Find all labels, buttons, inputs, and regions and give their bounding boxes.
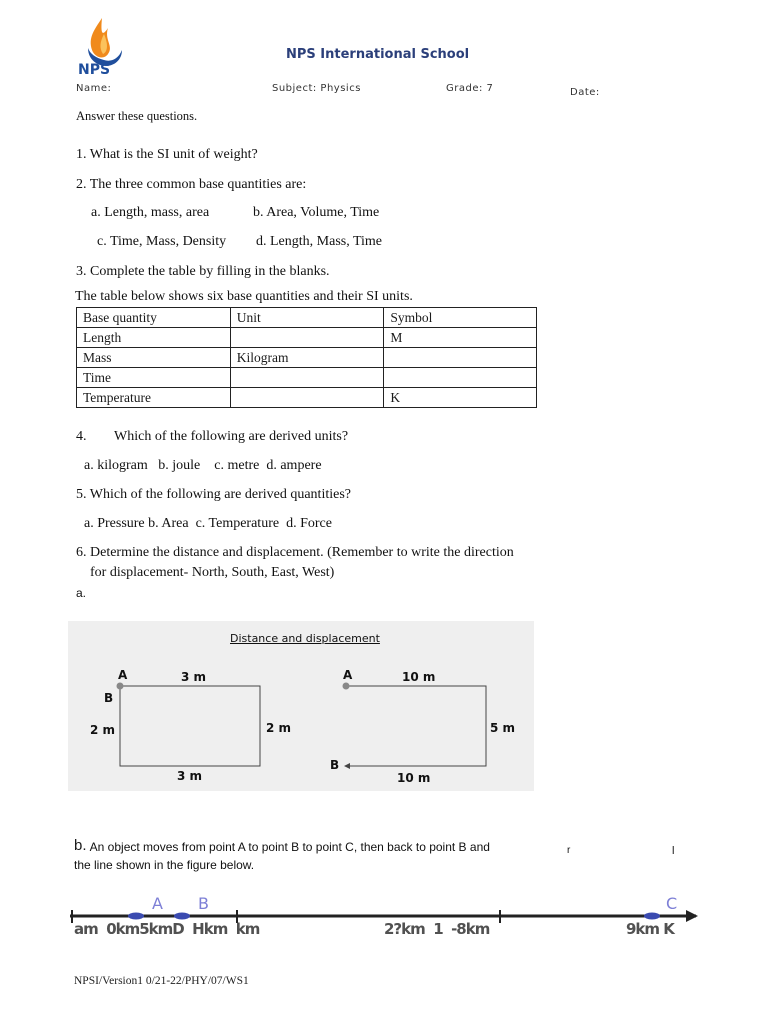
date-label: Date: xyxy=(570,87,600,98)
question-6-line2: for displacement- North, South, East, West) xyxy=(90,565,335,580)
question-2: 2. The three common base quantities are: xyxy=(76,177,307,192)
distance-displacement-figure xyxy=(68,621,534,791)
q5-options: a. Pressure b. Area c. Temperature d. Force xyxy=(84,516,332,531)
q6-part-a-label: a. xyxy=(76,586,87,600)
q6-part-b-marker: b. xyxy=(74,837,87,854)
figure-title: Distance and displacement xyxy=(230,632,380,645)
numberline-label-a: A xyxy=(152,894,164,913)
left-right-distance: 2 m xyxy=(266,721,292,735)
table-cell xyxy=(230,368,384,388)
left-top-distance: 3 m xyxy=(181,670,207,684)
point-c-marker xyxy=(644,913,660,920)
point-b-marker xyxy=(174,913,190,920)
table-caption: The table below shows six base quantities and their SI units. xyxy=(75,289,413,304)
q2-option-b: b. Area, Volume, Time xyxy=(253,205,380,220)
table-row xyxy=(77,348,537,368)
table-header-cell: Base quantity xyxy=(77,308,231,328)
left-left-distance: 2 m xyxy=(90,723,116,737)
table-cell xyxy=(230,328,384,348)
question-4-number: 4. xyxy=(76,429,87,444)
numberline-ticks-3: 9km K xyxy=(626,920,674,938)
name-label: Name: xyxy=(76,83,112,94)
right-top-distance: 10 m xyxy=(402,670,436,684)
table-cell: Length xyxy=(77,328,231,348)
numberline-ticks-2: 2?km 1 -8km xyxy=(384,920,490,938)
figure-diagram xyxy=(68,621,534,791)
table-cell xyxy=(384,348,537,368)
base-quantity-table xyxy=(76,307,537,408)
table-row xyxy=(77,368,537,388)
arrow-head xyxy=(344,763,350,769)
table-header-cell: Unit xyxy=(230,308,384,328)
table-cell xyxy=(230,388,384,408)
question-3: 3. Complete the table by filling in the blanks. xyxy=(76,264,330,279)
question-5: 5. Which of the following are derived quantities? xyxy=(76,487,351,502)
numberline-ticks-1: am 0km5kmD Hkm km xyxy=(74,920,260,938)
school-name: NPS International School xyxy=(286,47,470,62)
footer-version: NPSI/Version1 0/21-22/PHY/07/WS1 xyxy=(74,975,249,987)
table-cell: Mass xyxy=(77,348,231,368)
subject-label: Subject: Physics xyxy=(272,83,361,94)
school-logo xyxy=(74,14,134,78)
q6-part-b-bar: l xyxy=(672,845,675,857)
right-label-a: A xyxy=(343,668,353,682)
table-header-cell: Symbol xyxy=(384,308,537,328)
right-path-line xyxy=(346,686,486,766)
table-row xyxy=(77,328,537,348)
point-a-left xyxy=(117,683,124,690)
table-cell: K xyxy=(384,388,537,408)
logo-text: NPS xyxy=(78,62,111,78)
number-line-arrow xyxy=(686,910,698,922)
right-right-distance: 5 m xyxy=(490,721,516,735)
table-cell: Time xyxy=(77,368,231,388)
right-bottom-distance: 10 m xyxy=(397,771,431,785)
q2-option-c: c. Time, Mass, Density xyxy=(97,234,227,249)
table-cell: Temperature xyxy=(77,388,231,408)
table-cell: M xyxy=(384,328,537,348)
right-label-b: B xyxy=(330,758,340,772)
left-bottom-distance: 3 m xyxy=(177,769,203,783)
q4-options: a. kilogram b. joule c. metre d. ampere xyxy=(84,458,322,473)
q6-part-b-r: r xyxy=(567,845,571,856)
table-cell: Kilogram xyxy=(230,348,384,368)
table-header-row xyxy=(77,308,537,328)
question-1: 1. What is the SI unit of weight? xyxy=(76,147,258,162)
point-a-right xyxy=(343,683,350,690)
point-a-marker xyxy=(128,913,144,920)
instructions: Answer these questions. xyxy=(76,109,198,123)
grade-label: Grade: 7 xyxy=(446,83,494,94)
left-path-rectangle xyxy=(120,686,260,766)
q6-part-b-line2: the line shown in the figure below. xyxy=(74,858,255,872)
numberline-label-c: C xyxy=(666,894,679,913)
q2-option-d: d. Length, Mass, Time xyxy=(256,234,383,249)
question-4: Which of the following are derived units? xyxy=(114,429,349,444)
question-6-line1: 6. Determine the distance and displacement. (Remember to write the direction xyxy=(76,545,514,560)
q2-option-a: a. Length, mass, area xyxy=(91,205,210,220)
q6-part-b-line1: An object moves from point A to point B to point C, then back to point B and xyxy=(87,840,490,854)
numberline-label-b: B xyxy=(198,894,210,913)
left-label-a: A xyxy=(118,668,128,682)
table-row xyxy=(77,388,537,408)
table-cell xyxy=(384,368,537,388)
left-label-b: B xyxy=(104,691,114,705)
